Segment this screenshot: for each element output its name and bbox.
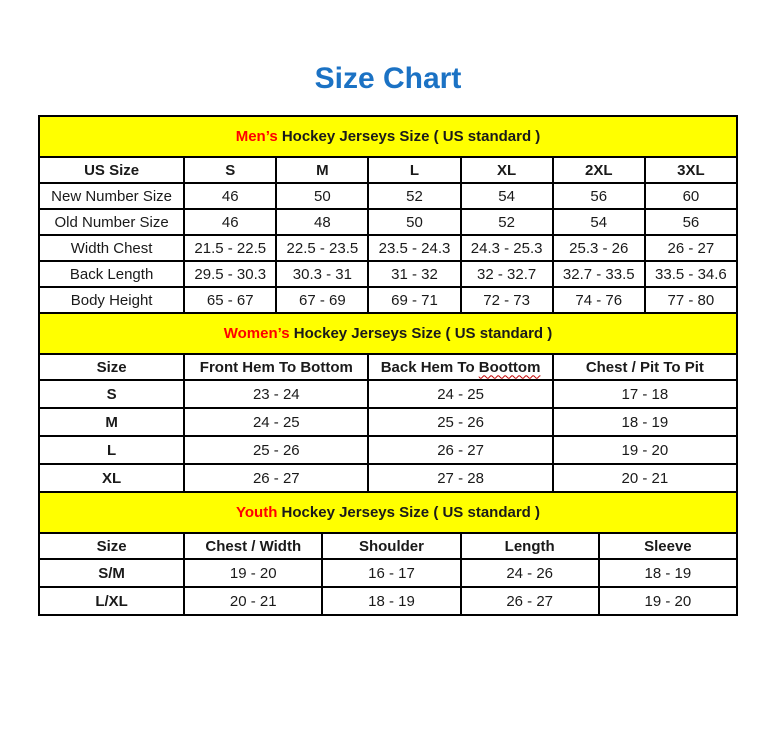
table-row	[39, 559, 737, 587]
column-header-cell: 2XL	[553, 157, 645, 183]
column-header-cell: Size	[39, 354, 184, 380]
mens-size-table	[38, 115, 738, 314]
row-label-cell: Old Number Size	[39, 209, 184, 235]
column-header-cell: Length	[461, 533, 599, 559]
table-row	[39, 287, 737, 313]
mens-band-highlight: Men’s	[235, 128, 278, 145]
column-header-cell: M	[276, 157, 368, 183]
data-cell: 67 - 69	[276, 287, 368, 313]
column-header-row	[39, 157, 737, 183]
womens-section-band	[39, 313, 737, 354]
data-cell: 33.5 - 34.6	[645, 261, 737, 287]
column-header-cell: S	[184, 157, 276, 183]
data-cell: 50	[368, 209, 460, 235]
table-row	[39, 261, 737, 287]
page-title: Size Chart	[314, 62, 462, 95]
column-header-cell: XL	[461, 157, 553, 183]
data-cell: 23.5 - 24.3	[368, 235, 460, 261]
column-header-cell: Sleeve	[599, 533, 737, 559]
data-cell: 48	[276, 209, 368, 235]
row-label-cell: Width Chest	[39, 235, 184, 261]
data-cell: 69 - 71	[368, 287, 460, 313]
data-cell: 19 - 20	[553, 436, 737, 464]
column-header-cell: Chest / Pit To Pit	[553, 354, 737, 380]
data-cell: 72 - 73	[461, 287, 553, 313]
data-cell: 32.7 - 33.5	[553, 261, 645, 287]
data-cell: 60	[645, 183, 737, 209]
column-header-row	[39, 354, 737, 380]
data-cell: 30.3 - 31	[276, 261, 368, 287]
table-row	[39, 235, 737, 261]
data-cell: 26 - 27	[461, 587, 599, 615]
column-header-cell	[368, 354, 552, 380]
table-row	[39, 183, 737, 209]
data-cell: 20 - 21	[184, 587, 322, 615]
data-cell: 18 - 19	[599, 559, 737, 587]
data-cell: 21.5 - 22.5	[184, 235, 276, 261]
row-label-cell: Body Height	[39, 287, 184, 313]
youth-band-highlight: Youth	[236, 504, 278, 521]
table-row	[39, 464, 737, 492]
column-header-cell: 3XL	[645, 157, 737, 183]
data-cell: 17 - 18	[553, 380, 737, 408]
data-cell: 23 - 24	[184, 380, 368, 408]
data-cell: 19 - 20	[599, 587, 737, 615]
size-chart-tables	[38, 115, 738, 616]
row-label-cell: Back Length	[39, 261, 184, 287]
table-row	[39, 436, 737, 464]
womens-section-band-cell	[39, 313, 737, 354]
data-cell: 32 - 32.7	[461, 261, 553, 287]
row-label-cell: M	[39, 408, 184, 436]
data-cell: 46	[184, 209, 276, 235]
womens-band-highlight: Women’s	[223, 325, 290, 342]
data-cell: 74 - 76	[553, 287, 645, 313]
data-cell: 18 - 19	[553, 408, 737, 436]
row-label-cell: New Number Size	[39, 183, 184, 209]
womens-size-table	[38, 312, 738, 493]
data-cell: 24 - 25	[368, 380, 552, 408]
data-cell: 31 - 32	[368, 261, 460, 287]
misspelled-word: Boottom	[478, 358, 541, 376]
data-cell: 25 - 26	[368, 408, 552, 436]
data-cell: 26 - 27	[368, 436, 552, 464]
data-cell: 25 - 26	[184, 436, 368, 464]
data-cell: 27 - 28	[368, 464, 552, 492]
column-header-cell: Shoulder	[322, 533, 460, 559]
womens-band-text: Hockey Jerseys Size ( US standard )	[289, 325, 553, 342]
data-cell: 56	[553, 183, 645, 209]
row-label-cell: L/XL	[39, 587, 184, 615]
data-cell: 52	[461, 209, 553, 235]
row-label-cell: S/M	[39, 559, 184, 587]
data-cell: 24 - 26	[461, 559, 599, 587]
table-row	[39, 380, 737, 408]
youth-size-table	[38, 491, 738, 616]
data-cell: 19 - 20	[184, 559, 322, 587]
data-cell: 24 - 25	[184, 408, 368, 436]
row-label-cell: L	[39, 436, 184, 464]
header-text: Back Hem To	[380, 358, 479, 376]
mens-section-band	[39, 116, 737, 157]
row-label-cell: XL	[39, 464, 184, 492]
column-header-cell: Front Hem To Bottom	[184, 354, 368, 380]
data-cell: 26 - 27	[645, 235, 737, 261]
table-row	[39, 587, 737, 615]
data-cell: 46	[184, 183, 276, 209]
data-cell: 65 - 67	[184, 287, 276, 313]
data-cell: 52	[368, 183, 460, 209]
data-cell: 54	[461, 183, 553, 209]
data-cell: 77 - 80	[645, 287, 737, 313]
column-header-row	[39, 533, 737, 559]
row-label-cell: S	[39, 380, 184, 408]
youth-section-band-cell	[39, 492, 737, 533]
youth-band-text: Hockey Jerseys Size ( US standard )	[277, 504, 540, 521]
data-cell: 54	[553, 209, 645, 235]
data-cell: 20 - 21	[553, 464, 737, 492]
youth-section-band	[39, 492, 737, 533]
table-row	[39, 408, 737, 436]
data-cell: 24.3 - 25.3	[461, 235, 553, 261]
data-cell: 56	[645, 209, 737, 235]
data-cell: 29.5 - 30.3	[184, 261, 276, 287]
data-cell: 25.3 - 26	[553, 235, 645, 261]
column-header-cell: Chest / Width	[184, 533, 322, 559]
data-cell: 16 - 17	[322, 559, 460, 587]
column-header-cell: L	[368, 157, 460, 183]
data-cell: 26 - 27	[184, 464, 368, 492]
mens-section-band-cell	[39, 116, 737, 157]
column-header-cell: US Size	[39, 157, 184, 183]
column-header-cell: Size	[39, 533, 184, 559]
data-cell: 18 - 19	[322, 587, 460, 615]
data-cell: 50	[276, 183, 368, 209]
table-row	[39, 209, 737, 235]
mens-band-text: Hockey Jerseys Size ( US standard )	[277, 128, 541, 145]
data-cell: 22.5 - 23.5	[276, 235, 368, 261]
